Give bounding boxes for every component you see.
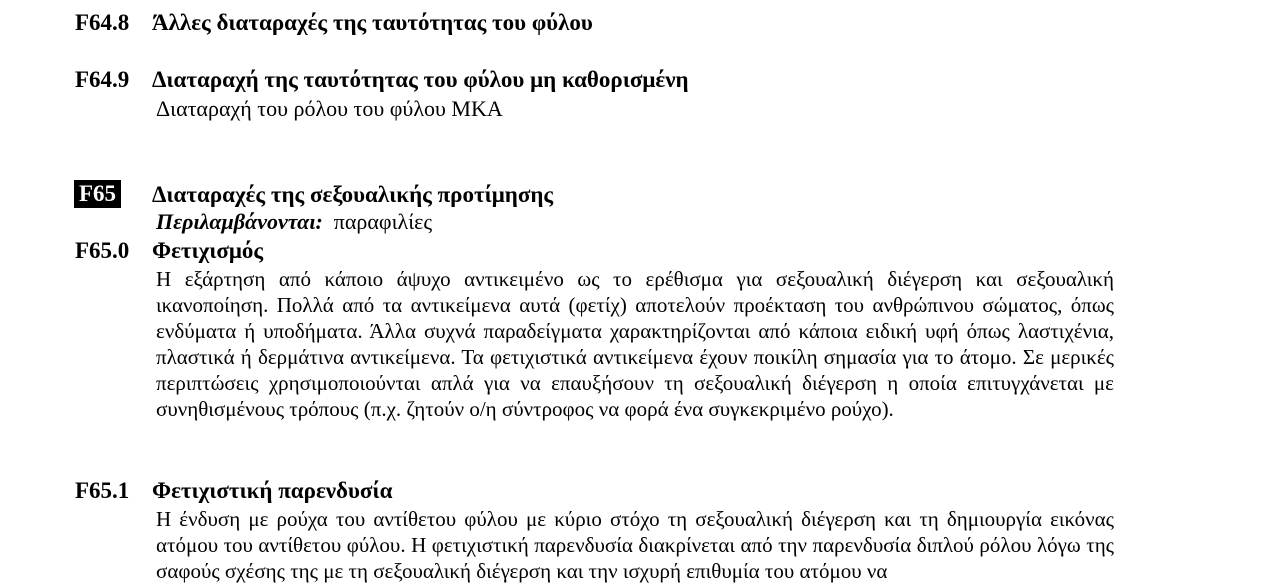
- includes-line-f65: [156, 209, 432, 235]
- title-f65-1: Φετιχιστική παρενδυσία: [152, 478, 393, 503]
- code-f64-9: F64.9: [75, 67, 130, 92]
- body-f65-1: Η ένδυση με ρούχα του αντίθετου φύλου με κύριο στόχο τη σεξουαλική διέγερση και τη δημιουργία εικόνας ατόμου του αντίθετου φύλου. Η φετιχιστική παρενδυσία διακρίνεται από την παρενδυσία διπλού ρόλου λόγω της σαφούς σχέσης της με τη σεξουαλική διέγερση και την ισχυρή επιθυμία του ατόμου να: [156, 507, 1114, 583]
- code-f65-0: F65.0: [75, 238, 130, 263]
- includes-label: Περιλαμβάνονται:: [156, 209, 323, 234]
- body-f65-0: Η εξάρτηση από κάποιο άψυχο αντικειμένο ως το ερέθισμα για σεξουαλική διέγερση και σεξουαλική ικανοποίηση. Πολλά από τα αντικείμενα αυτά (φετίχ) αποτελούν προέκταση του ανθρώπινου σώματος, όπως ενδύματα ή υποδήματα. Άλλα συχνά παραδείγματα χαρακτηρίζονται από κάποια ειδική υφή όπως λαστιχένια, πλαστικά ή δερμάτινα αντικείμενα. Τα φετιχιστικά αντικείμενα έχουν ποικίλη σημασία για το άτομο. Σε μερικές περιπτώσεις χρησιμοποιούνται απλά για να επαυξήσουν τη σεξουαλική διέγερση η οποία επιτυγχάνεται με συνηθισμένους τρόπους (π.χ. ζητούν ο/η σύντροφος να φορά ένα συγκεκριμένο ρούχο).: [156, 267, 1114, 421]
- title-f64-8: Άλλες διαταραχές της ταυτότητας του φύλου: [152, 10, 593, 35]
- title-f64-9: Διαταραχή της ταυτότητας του φύλου μη καθορισμένη: [152, 67, 689, 92]
- code-f64-8: F64.8: [75, 10, 130, 35]
- title-f65: Διαταραχές της σεξουαλικής προτίμησης: [152, 182, 554, 207]
- title-f65-0: Φετιχισμός: [152, 238, 264, 263]
- code-badge-f65: F65: [74, 180, 121, 208]
- code-f65-1: F65.1: [75, 478, 130, 503]
- subtitle-f64-9: Διαταραχή του ρόλου του φύλου ΜΚΑ: [156, 96, 503, 121]
- includes-value: παραφιλίες: [333, 209, 433, 234]
